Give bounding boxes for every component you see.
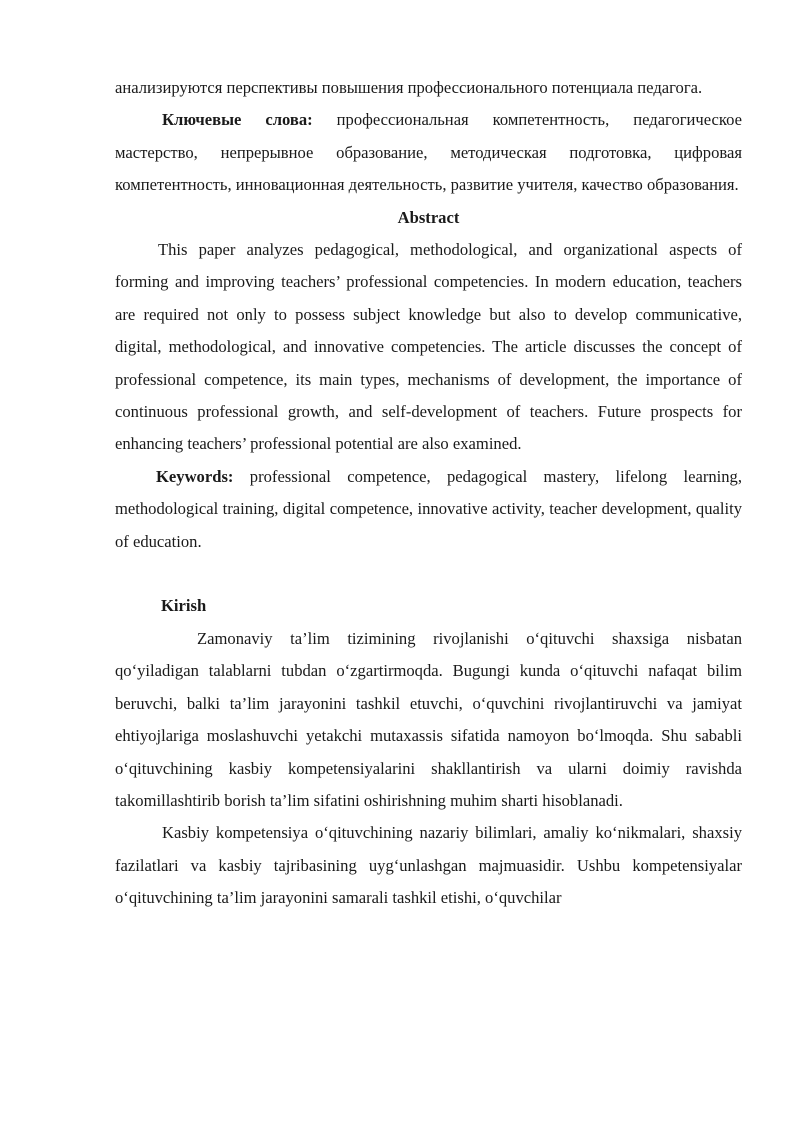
intro-paragraph-1: Zamonaviy ta’lim tizimining rivojlanishi o‘qituvchi shaxsiga nisbatan qo‘yiladigan talablarni tubdan o‘zgartirmoqda. Bugungi kunda o‘qituvchi nafaqat bilim beruvchi, balki ta’lim jarayonini tashkil etuvchi, o‘quvchini rivojlantiruvchi va jamiyat ehtiyojlariga moslashuvchi yetakchi mutaxassis sifatida namoyon bo‘lmoqda. Shu sababli o‘qituvchining kasbiy kompetensiyalarini shakllantirish va ularni doimiy ravishda takomillashtirib borish ta’lim sifatini oshirishning muhim sharti hisoblanadi. [115, 628, 742, 810]
ru-keywords-paragraph [115, 104, 742, 201]
intro-paragraph-2: Kasbiy kompetensiya o‘qituvchining nazariy bilimlari, amaliy ko‘nikmalari, shaxsiy fazilatlari va kasbiy tajribasining uyg‘unlashgan majmuasidir. Ushbu kompetensiyalar o‘qituvchining ta’lim jarayonini samarali tashkil etishi, o‘quvchilar [115, 823, 742, 908]
intro-heading: Kirish [161, 596, 207, 616]
en-keywords-text: professional competence, pedagogical mastery, lifelong learning, methodological training, digital competence, innovative activity, teacher development, quality of education. [115, 466, 742, 551]
section-spacer [115, 558, 742, 590]
ru-keywords-label: Ключевые слова: [162, 110, 313, 130]
document-page [115, 72, 742, 915]
ru-keywords-text: профессиональная компетентность, педагогическое мастерство, непрерывное образование, методическая подготовка, цифровая компетентность, инновационная деятельность, развитие учителя, качество образования. [115, 110, 743, 195]
en-keywords-label: Keywords: [156, 466, 234, 486]
ru-abstract-tail: анализируются перспективы повышения профессионального потенциала педагога. [115, 78, 703, 97]
abstract-text: This paper analyzes pedagogical, methodological, and organizational aspects of forming and improving teachers’ professional competencies. In modern education, teachers are required not only to possess subject knowledge but also to develop communicative, digital, methodological, and innovative competencies. The article discusses the concept of professional competence, its main types, mechanisms of development, the importance of continuous professional growth, and self-development of teachers. Future prospects for enhancing teachers’ professional potential are also examined. [115, 240, 742, 454]
en-keywords-paragraph [115, 461, 742, 558]
abstract-heading: Abstract [397, 207, 460, 227]
